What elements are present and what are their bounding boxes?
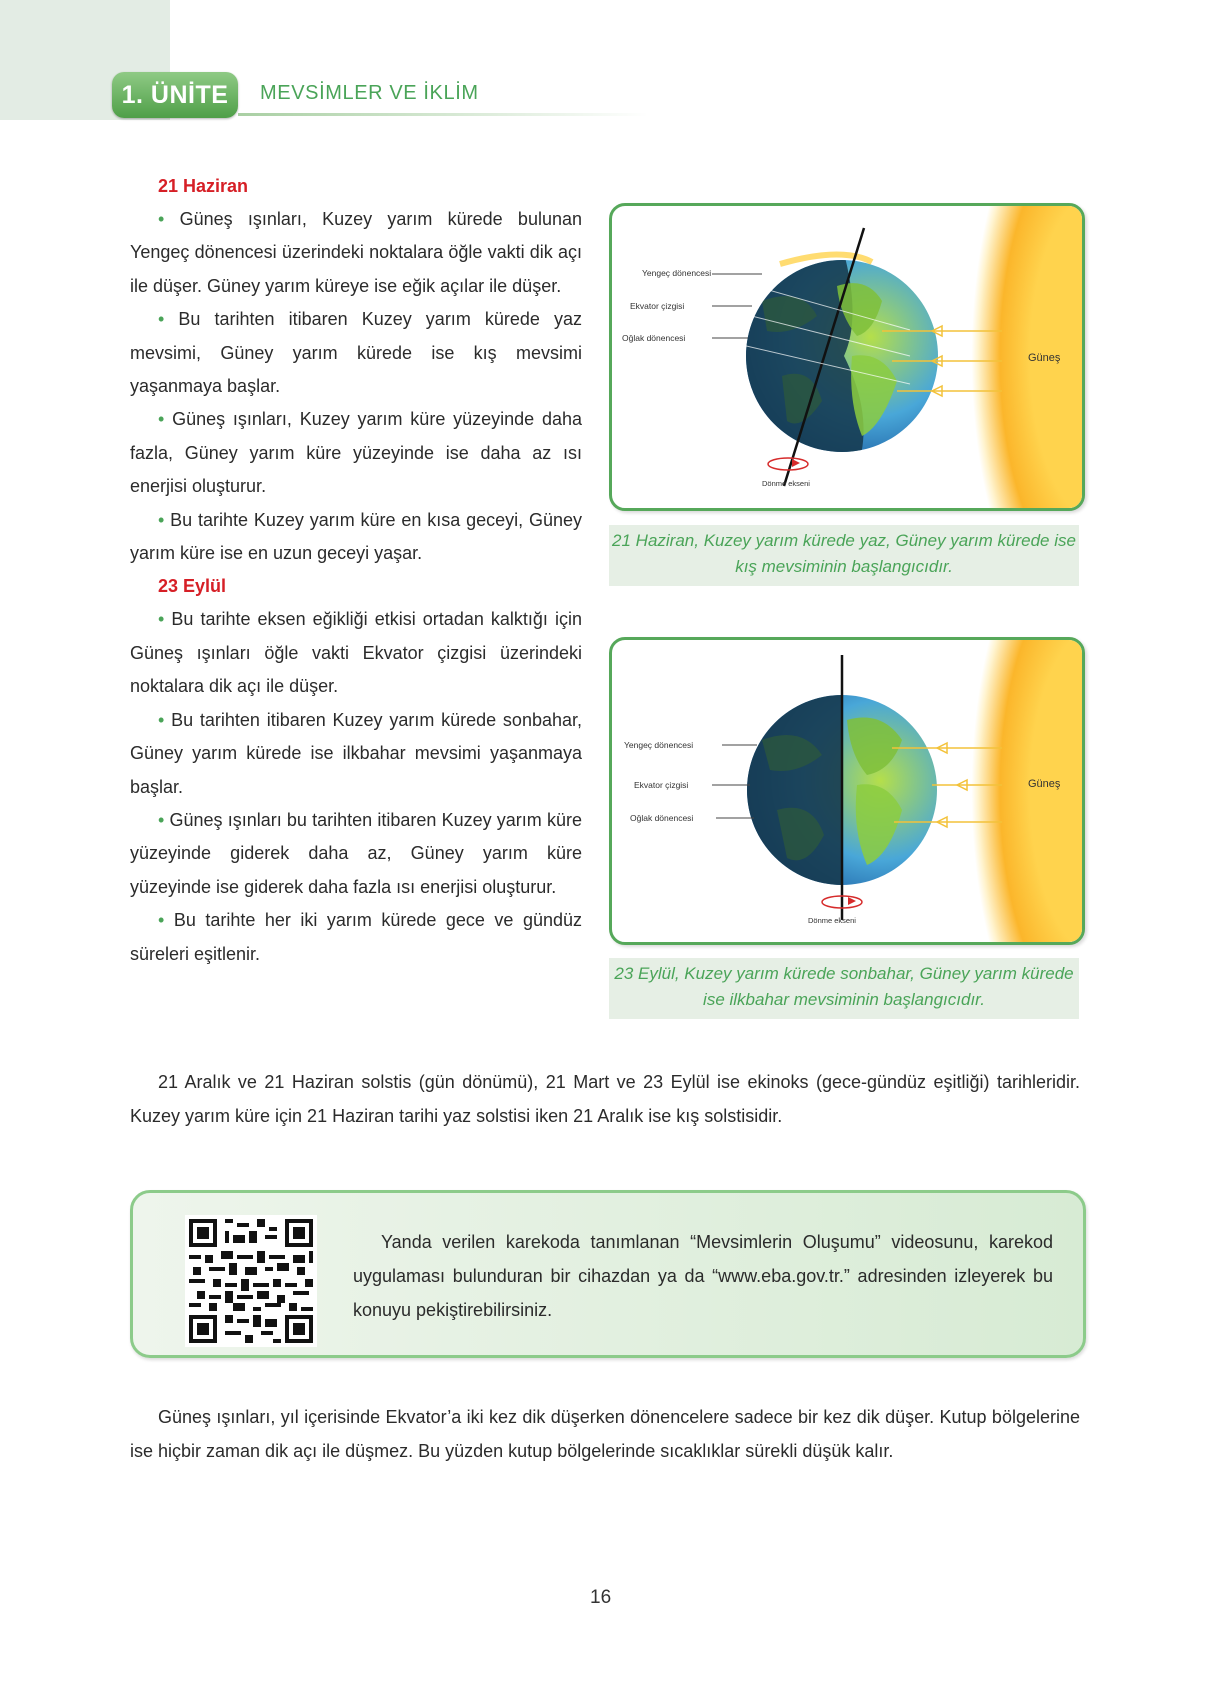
- tropic-of-cancer-label: Yengeç dönencesi: [624, 740, 694, 750]
- bullet-icon: •: [158, 409, 173, 430]
- september-bullet-2: • Bu tarihten itibaren Kuzey yarım kürede sonbahar, Güney yarım kürede ise ilkbahar mevsimi yaşanmaya başlar.: [130, 709, 582, 797]
- bullet-icon: •: [158, 609, 172, 630]
- june-bullet-1: • Güneş ışınları, Kuzey yarım kürede bulunan Yengeç dönencesi üzerindeki noktalara öğle vakti dik açı ile düşer. Güney yarım küreye ise eğik açılar ile düşer.: [130, 209, 582, 296]
- june-bullet-3: • Güneş ışınları, Kuzey yarım küre yüzeyinde daha fazla, Güney yarım küre yüzeyinde ise daha az ısı enerjisi oluşturur.: [130, 409, 582, 497]
- june-bullet-4: • Bu tarihte Kuzey yarım küre en kısa geceyi, Güney yarım küre ise en uzun geceyi yaşar.: [130, 509, 582, 564]
- rotation-axis-label: Dönme ekseni: [808, 916, 856, 925]
- sun-shape: [952, 640, 1082, 942]
- september-bullet-3: • Güneş ışınları bu tarihten itibaren Kuzey yarım küre yüzeyinde giderek daha az, Güney yarım küre yüzeyinde ise giderek daha fazla ısı enerjisi oluşturur.: [130, 809, 582, 897]
- bullet-icon: •: [158, 809, 170, 830]
- september-bullet-4: • Bu tarihte her iki yarım kürede gece ve gündüz süreleri eşitlenir.: [130, 910, 582, 964]
- unit-badge: 1. ÜNİTE: [112, 72, 238, 118]
- september-figure-caption: 23 Eylül, Kuzey yarım kürede sonbahar, Güney yarım kürede ise ilkbahar mevsiminin başlangıcıdır.: [609, 958, 1079, 1019]
- equator-label: Ekvator çizgisi: [630, 301, 685, 311]
- qr-info-box: [130, 1190, 1086, 1358]
- closing-paragraph: Güneş ışınları, yıl içerisinde Ekvator’a iki kez dik düşerken dönencelere sadece bir kez dik düşer. Kutup bölgelerine ise hiçbir zaman dik açı ile düşmez. Bu yüzden kutup bölgelerinde sıcaklıklar sürekli düşük kalır.: [130, 1407, 1080, 1461]
- bullet-icon: •: [158, 509, 171, 530]
- unit-title: MEVSİMLER VE İKLİM: [260, 82, 479, 104]
- september-earth-sun-illustration: [612, 640, 1082, 942]
- solstice-paragraph: 21 Aralık ve 21 Haziran solstis (gün dönümü), 21 Mart ve 23 Eylül ise ekinoks (gece-gündüz eşitliği) tarihleridir. Kuzey yarım küre için 21 Haziran tarihi yaz solstisi iken 21 Aralık ise kış solstisidir.: [130, 1072, 1080, 1126]
- header-underline: [238, 113, 648, 116]
- june-figure-caption: 21 Haziran, Kuzey yarım kürede yaz, Güney yarım kürede ise kış mevsiminin başlangıcıdır.: [609, 525, 1079, 586]
- september-bullet-1: • Bu tarihte eksen eğikliği etkisi ortadan kalktığı için Güneş ışınları öğle vakti Ekvator çizgisi üzerindeki noktalara dik açı ile düşer.: [130, 609, 583, 697]
- tropic-of-capricorn-label: Oğlak dönencesi: [622, 333, 686, 343]
- june-earth-sun-illustration: [612, 206, 1082, 508]
- june-solstice-figure: [609, 203, 1085, 511]
- bullet-icon: •: [158, 910, 174, 931]
- equator-label: Ekvator çizgisi: [634, 780, 689, 790]
- bullet-icon: •: [158, 709, 172, 730]
- left-column: [130, 170, 582, 971]
- june-heading: 21 Haziran: [158, 176, 249, 196]
- june-bullet-2: • Bu tarihten itibaren Kuzey yarım kürede yaz mevsimi, Güney yarım kürede ise kış mevsimi yaşanmaya başlar.: [130, 309, 583, 397]
- september-equinox-figure: [609, 637, 1085, 945]
- rotation-axis-label: Dönme ekseni: [762, 479, 810, 488]
- bullet-icon: •: [158, 209, 180, 229]
- sun-label: Güneş: [1028, 778, 1061, 790]
- rotation-arrow-icon: [768, 458, 808, 470]
- sun-label: Güneş: [1028, 352, 1061, 364]
- tropic-of-capricorn-label: Oğlak dönencesi: [630, 813, 694, 823]
- qr-code-icon[interactable]: [185, 1215, 317, 1347]
- page-number: 16: [590, 1587, 612, 1608]
- bullet-icon: •: [158, 309, 179, 330]
- september-heading: 23 Eylül: [158, 576, 227, 597]
- qr-info-text: Yanda verilen karekoda tanımlanan “Mevsimlerin Oluşumu” videosunu, karekod uygulaması bulunduran bir cihazdan ya da “www.eba.gov.tr.” adresinden izleyerek bu konuyu pekiştirebilirsiniz.: [353, 1232, 1053, 1320]
- sun-shape: [952, 206, 1082, 508]
- tropic-of-cancer-label: Yengeç dönencesi: [642, 268, 712, 278]
